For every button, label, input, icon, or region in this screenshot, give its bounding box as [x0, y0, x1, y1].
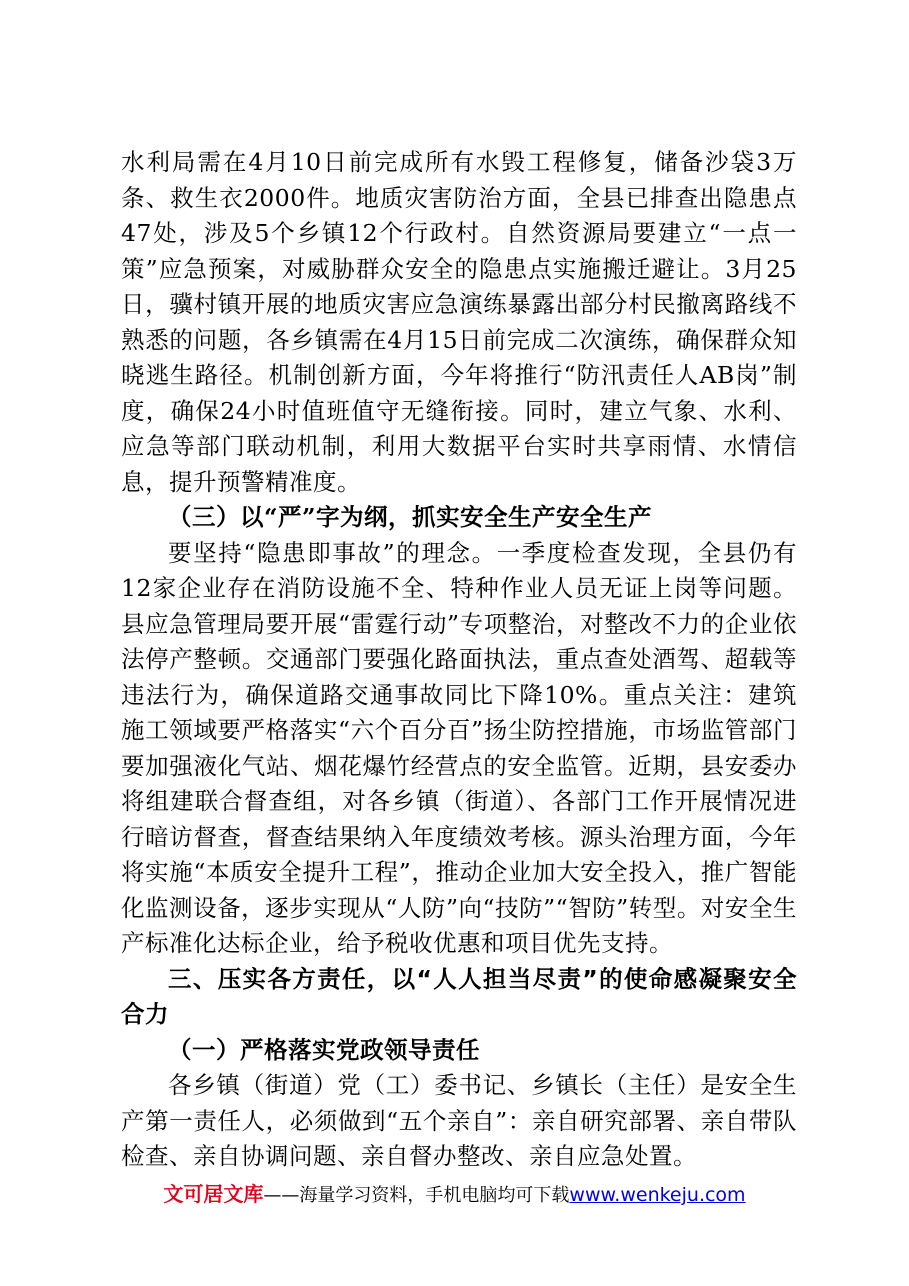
subheading-section-3: （三）以“严”字为纲，抓实安全生产安全生产 — [168, 503, 653, 531]
document-body — [121, 145, 797, 1175]
body-paragraph-leadership: 各乡镇（街道）党（工）委书记、乡镇长（主任）是安全生产第一责任人，必须做到“五个亲自”：亲自研究部署、亲自带队检查、亲自协调问题、亲自督办整改、亲自应急处置。 — [121, 1071, 797, 1170]
footer-brand: 文可居文库 — [163, 1182, 264, 1206]
footer-tagline: ——海量学习资料，手机电脑均可下载 — [263, 1185, 570, 1206]
footer-url-link[interactable]: www.wenkeju.com — [569, 1184, 746, 1206]
subheading-section-1: （一）严格落实党政领导责任 — [168, 1035, 480, 1064]
footer-banner — [0, 1182, 909, 1208]
body-paragraph-safety-production: 要坚持“隐患即事故”的理念。一季度检查发现，全县仍有12家企业存在消防设施不全、特种作业人员无证上岗等问题。县应急管理局要开展“雷霆行动”专项整治，对整改不力的企业依法停产整顿。交通部门要强化路面执法，重点查处酒驾、超载等违法行为，确保道路交通事故同比下降10%。重点关注：建筑施工领域要严格落实“六个百分百”扬尘防控措施，市场监管部门要加强液化气站、烟花爆竹经营点的安全监管。近期，县安委办将组建联合督查组，对各乡镇（街道）、各部门工作开展情况进行暗访督查，督查结果纳入年度绩效考核。源头治理方面，今年将实施“本质安全提升工程”，推动企业加大安全投入，推广智能化监测设备，逐步实现从“人防”向“技防”“智防”转型。对安全生产标准化达标企业，给予税收优惠和项目优先支持。 — [121, 538, 797, 957]
body-paragraph-continued: 水利局需在4月10日前完成所有水毁工程修复，储备沙袋3万条、救生衣2000件。地质灾害防治方面，全县已排查出隐患点47处，涉及5个乡镇12个行政村。自然资源局要建立“一点一策”应急预案，对威胁群众安全的隐患点实施搬迁避让。3月25日，骥村镇开展的地质灾害应急演练暴露出部分村民撤离路线不熟悉的问题，各乡镇需在4月15日前完成二次演练，确保群众知晓逃生路径。机制创新方面，今年将推行“防汛责任人AB岗”制度，确保24小时值班值守无缝衔接。同时，建立气象、水利、应急等部门联动机制，利用大数据平台实时共享雨情、水情信息，提升预警精准度。 — [121, 148, 797, 496]
section-heading-three: 三、压实各方责任，以“人人担当尽责”的使命感凝聚安全合力 — [121, 964, 797, 1028]
